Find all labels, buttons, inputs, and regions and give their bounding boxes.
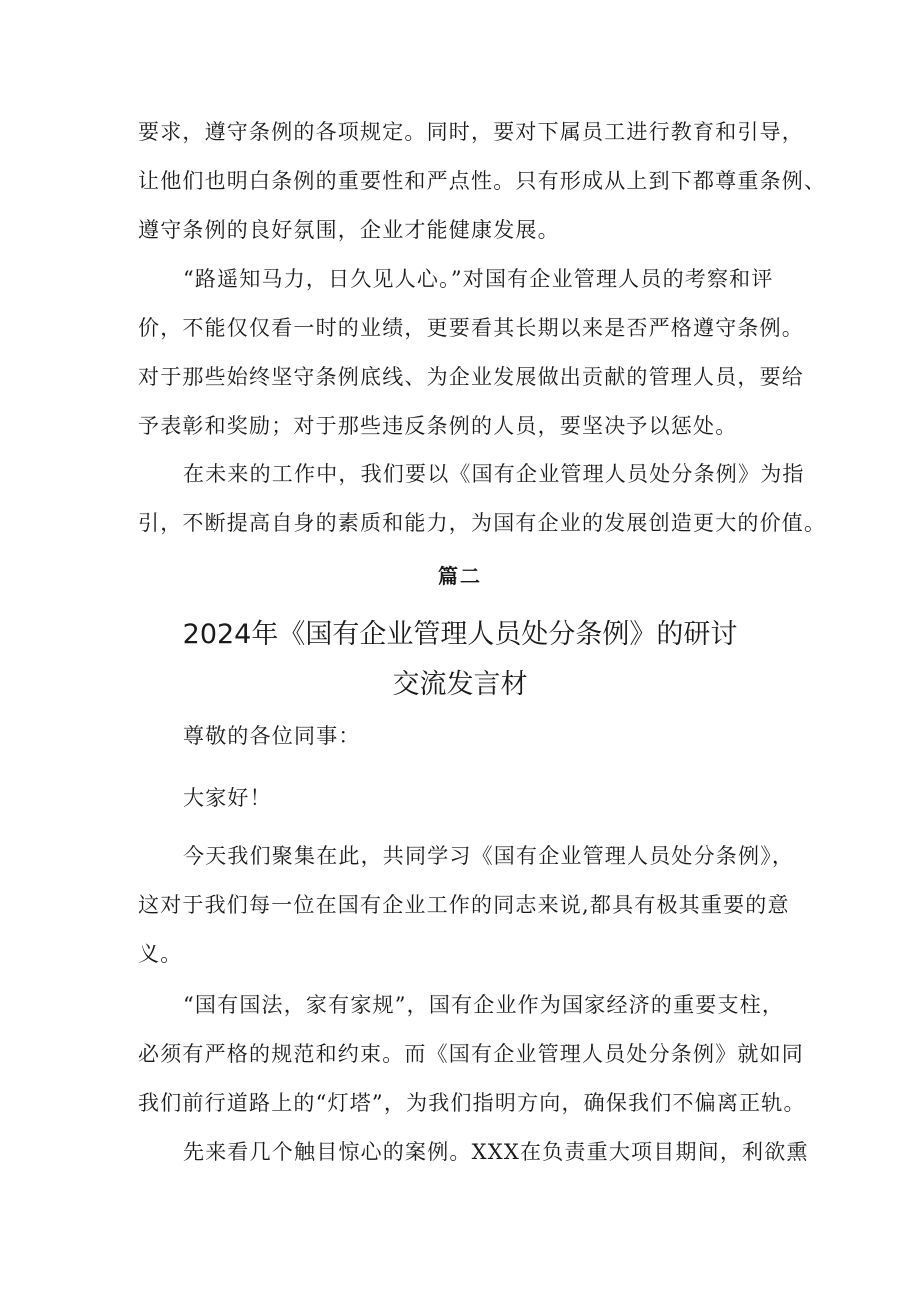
- title-line: 2024年《国有企业管理人员处分条例》的研讨: [182, 619, 738, 650]
- paragraph-line: 义。: [138, 942, 183, 966]
- paragraph-2: [138, 255, 804, 451]
- paragraph-line: 价，不能仅仅看一时的业绩，更要看其长期以来是否严格遵守条例。: [138, 316, 804, 340]
- section-label: 篇二: [438, 564, 482, 588]
- paragraph-3: [138, 450, 827, 548]
- paragraph-line: 我们前行道路上的“灯塔”，为我们指明方向，确保我们不偏离正轨。: [138, 1091, 806, 1115]
- paragraph-line: 在未来的工作中，我们要以《国有企业管理人员处分条例》为指: [183, 462, 805, 486]
- body-paragraph-3: [138, 1128, 809, 1177]
- paragraph-line: 这对于我们每一位在国有企业工作的同志来说,都具有极其重要的意: [138, 893, 790, 917]
- paragraph-line: “路遥知马力，日久见人心。”对国有企业管理人员的考察和评: [183, 267, 774, 291]
- paragraph-line: 遵守条例的良好氛围，企业才能健康发展。: [138, 218, 560, 242]
- paragraph-1: [138, 108, 827, 255]
- document-title: [0, 610, 920, 710]
- paragraph-line: 让他们也明白条例的重要性和严点性。只有形成从上到下都尊重条例、: [138, 169, 827, 193]
- paragraph-line: 对于那些始终坚守条例底线、为企业发展做出贡献的管理人员，要给: [138, 365, 804, 389]
- greeting: 大家好！: [183, 786, 272, 810]
- body-paragraph-1: [138, 832, 798, 979]
- paragraph-line: “国有国法，家有家规”，国有企业作为国家经济的重要支柱，: [183, 993, 785, 1017]
- paragraph-line: 引，不断提高自身的素质和能力，为国有企业的发展创造更大的价值。: [138, 511, 827, 535]
- title-line: 交流发言材: [392, 669, 528, 700]
- paragraph-line: 要求，遵守条例的各项规定。同时，要对下属员工进行教育和引导，: [138, 120, 804, 144]
- salutation: 尊敬的各位同事：: [183, 724, 361, 748]
- paragraph-line: 今天我们聚集在此，共同学习《国有企业管理人员处分条例》，: [183, 844, 795, 868]
- paragraph-line: 先来看几个触目惊心的案例。XXX在负责重大项目期间，利欲熏: [183, 1140, 809, 1164]
- body-paragraph-2: [138, 981, 806, 1128]
- paragraph-line: 予表彰和奖励；对于那些违反条例的人员，要坚决予以惩处。: [138, 414, 738, 438]
- paragraph-line: 必须有严格的规范和约束。而《国有企业管理人员处分条例》就如同: [138, 1042, 804, 1066]
